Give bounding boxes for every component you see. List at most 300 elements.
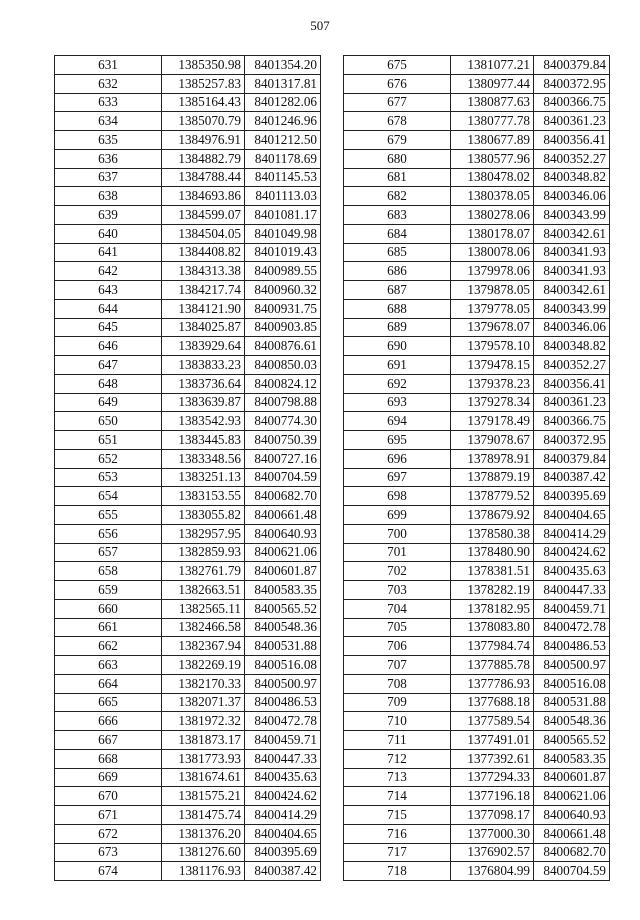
x-coordinate-cell: 1377392.61 [451,749,534,768]
x-coordinate-cell: 1377984.74 [451,637,534,656]
point-number-cell: 632 [55,74,162,93]
point-number-cell: 677 [344,93,451,112]
y-coordinate-cell: 8400704.59 [245,468,321,487]
x-coordinate-cell: 1383929.64 [162,337,245,356]
x-coordinate-cell: 1377098.17 [451,806,534,825]
x-coordinate-cell: 1385350.98 [162,56,245,75]
y-coordinate-cell: 8400356.41 [534,131,610,150]
x-coordinate-cell: 1384408.82 [162,243,245,262]
table-row [344,93,610,112]
table-row [55,674,321,693]
y-coordinate-cell: 8400447.33 [534,581,610,600]
y-coordinate-cell: 8400565.52 [534,731,610,750]
y-coordinate-cell: 8400960.32 [245,281,321,300]
x-coordinate-cell: 1377786.93 [451,674,534,693]
x-coordinate-cell: 1379578.10 [451,337,534,356]
point-number-cell: 634 [55,112,162,131]
table-row [344,431,610,450]
table-row [55,843,321,862]
table-row [55,412,321,431]
point-number-cell: 678 [344,112,451,131]
y-coordinate-cell: 8401113.03 [245,187,321,206]
x-coordinate-cell: 1380478.02 [451,168,534,187]
table-row [55,637,321,656]
table-row [55,318,321,337]
y-coordinate-cell: 8400361.23 [534,112,610,131]
table-row [55,562,321,581]
y-coordinate-cell: 8400601.87 [534,768,610,787]
y-coordinate-cell: 8400352.27 [534,149,610,168]
y-coordinate-cell: 8400459.71 [534,599,610,618]
y-coordinate-cell: 8400346.06 [534,187,610,206]
point-number-cell: 672 [55,824,162,843]
point-number-cell: 692 [344,374,451,393]
x-coordinate-cell: 1379078.67 [451,431,534,450]
x-coordinate-cell: 1384504.05 [162,224,245,243]
table-row [55,56,321,75]
x-coordinate-cell: 1380078.06 [451,243,534,262]
point-number-cell: 652 [55,449,162,468]
x-coordinate-cell: 1378182.95 [451,599,534,618]
y-coordinate-cell: 8400548.36 [245,618,321,637]
table-row [344,281,610,300]
table-row [55,187,321,206]
table-row [55,656,321,675]
point-number-cell: 673 [55,843,162,862]
table-row [344,262,610,281]
x-coordinate-cell: 1381276.60 [162,843,245,862]
point-number-cell: 701 [344,543,451,562]
table-row [344,749,610,768]
table-row [344,506,610,525]
table-row [344,56,610,75]
point-number-cell: 693 [344,393,451,412]
y-coordinate-cell: 8400352.27 [534,356,610,375]
table-row [344,468,610,487]
y-coordinate-cell: 8400342.61 [534,224,610,243]
coordinates-table-right-body [344,56,610,881]
x-coordinate-cell: 1379878.05 [451,281,534,300]
point-number-cell: 646 [55,337,162,356]
y-coordinate-cell: 8400348.82 [534,337,610,356]
x-coordinate-cell: 1383736.64 [162,374,245,393]
y-coordinate-cell: 8400989.55 [245,262,321,281]
y-coordinate-cell: 8401178.69 [245,149,321,168]
point-number-cell: 650 [55,412,162,431]
x-coordinate-cell: 1376902.57 [451,843,534,862]
table-row [344,693,610,712]
x-coordinate-cell: 1381176.93 [162,862,245,881]
x-coordinate-cell: 1381972.32 [162,712,245,731]
x-coordinate-cell: 1382466.58 [162,618,245,637]
y-coordinate-cell: 8400404.65 [534,506,610,525]
table-row [55,206,321,225]
table-row [344,187,610,206]
point-number-cell: 696 [344,449,451,468]
x-coordinate-cell: 1379378.23 [451,374,534,393]
table-row [55,299,321,318]
y-coordinate-cell: 8400682.70 [534,843,610,862]
table-row [344,581,610,600]
point-number-cell: 694 [344,412,451,431]
y-coordinate-cell: 8400661.48 [534,824,610,843]
point-number-cell: 635 [55,131,162,150]
table-row [55,599,321,618]
point-number-cell: 697 [344,468,451,487]
x-coordinate-cell: 1377688.18 [451,693,534,712]
y-coordinate-cell: 8400395.69 [245,843,321,862]
point-number-cell: 666 [55,712,162,731]
x-coordinate-cell: 1379778.05 [451,299,534,318]
y-coordinate-cell: 8401246.96 [245,112,321,131]
x-coordinate-cell: 1378480.90 [451,543,534,562]
y-coordinate-cell: 8400372.95 [534,431,610,450]
y-coordinate-cell: 8400931.75 [245,299,321,318]
table-row [344,806,610,825]
point-number-cell: 687 [344,281,451,300]
x-coordinate-cell: 1380977.44 [451,74,534,93]
x-coordinate-cell: 1382957.95 [162,524,245,543]
table-row [344,843,610,862]
y-coordinate-cell: 8400640.93 [245,524,321,543]
y-coordinate-cell: 8400361.23 [534,393,610,412]
y-coordinate-cell: 8400366.75 [534,93,610,112]
table-row [55,693,321,712]
x-coordinate-cell: 1379978.06 [451,262,534,281]
y-coordinate-cell: 8400356.41 [534,374,610,393]
x-coordinate-cell: 1384121.90 [162,299,245,318]
table-row [55,93,321,112]
x-coordinate-cell: 1378083.80 [451,618,534,637]
x-coordinate-cell: 1385070.79 [162,112,245,131]
table-row [55,768,321,787]
point-number-cell: 715 [344,806,451,825]
point-number-cell: 705 [344,618,451,637]
point-number-cell: 664 [55,674,162,693]
point-number-cell: 704 [344,599,451,618]
y-coordinate-cell: 8400343.99 [534,299,610,318]
x-coordinate-cell: 1384788.44 [162,168,245,187]
table-row [55,581,321,600]
table-row [55,374,321,393]
table-row [344,337,610,356]
x-coordinate-cell: 1382170.33 [162,674,245,693]
y-coordinate-cell: 8400621.06 [245,543,321,562]
point-number-cell: 711 [344,731,451,750]
table-row [55,281,321,300]
x-coordinate-cell: 1384693.86 [162,187,245,206]
y-coordinate-cell: 8400516.08 [245,656,321,675]
y-coordinate-cell: 8400395.69 [534,487,610,506]
point-number-cell: 651 [55,431,162,450]
x-coordinate-cell: 1385257.83 [162,74,245,93]
table-row [344,656,610,675]
point-number-cell: 671 [55,806,162,825]
point-number-cell: 644 [55,299,162,318]
x-coordinate-cell: 1382565.11 [162,599,245,618]
x-coordinate-cell: 1377589.54 [451,712,534,731]
x-coordinate-cell: 1384313.38 [162,262,245,281]
table-row [344,637,610,656]
point-number-cell: 681 [344,168,451,187]
x-coordinate-cell: 1383348.56 [162,449,245,468]
x-coordinate-cell: 1382071.37 [162,693,245,712]
table-row [344,149,610,168]
y-coordinate-cell: 8400774.30 [245,412,321,431]
x-coordinate-cell: 1381773.93 [162,749,245,768]
point-number-cell: 660 [55,599,162,618]
y-coordinate-cell: 8400372.95 [534,74,610,93]
point-number-cell: 657 [55,543,162,562]
point-number-cell: 710 [344,712,451,731]
y-coordinate-cell: 8400486.53 [534,637,610,656]
y-coordinate-cell: 8400414.29 [245,806,321,825]
x-coordinate-cell: 1376804.99 [451,862,534,881]
x-coordinate-cell: 1377294.33 [451,768,534,787]
table-row [55,618,321,637]
y-coordinate-cell: 8400583.35 [245,581,321,600]
x-coordinate-cell: 1384599.07 [162,206,245,225]
y-coordinate-cell: 8400366.75 [534,412,610,431]
y-coordinate-cell: 8400459.71 [245,731,321,750]
x-coordinate-cell: 1385164.43 [162,93,245,112]
y-coordinate-cell: 8401145.53 [245,168,321,187]
y-coordinate-cell: 8400379.84 [534,449,610,468]
table-row [55,168,321,187]
x-coordinate-cell: 1380178.07 [451,224,534,243]
point-number-cell: 691 [344,356,451,375]
table-row [344,524,610,543]
x-coordinate-cell: 1384882.79 [162,149,245,168]
table-row [344,393,610,412]
point-number-cell: 675 [344,56,451,75]
point-number-cell: 642 [55,262,162,281]
y-coordinate-cell: 8400348.82 [534,168,610,187]
table-row [344,618,610,637]
y-coordinate-cell: 8400435.63 [245,768,321,787]
point-number-cell: 636 [55,149,162,168]
y-coordinate-cell: 8400531.88 [245,637,321,656]
y-coordinate-cell: 8400704.59 [534,862,610,881]
table-row [344,862,610,881]
point-number-cell: 633 [55,93,162,112]
point-number-cell: 668 [55,749,162,768]
table-row [55,449,321,468]
table-row [344,412,610,431]
point-number-cell: 708 [344,674,451,693]
point-number-cell: 679 [344,131,451,150]
x-coordinate-cell: 1384217.74 [162,281,245,300]
point-number-cell: 641 [55,243,162,262]
x-coordinate-cell: 1382269.19 [162,656,245,675]
table-row [55,787,321,806]
x-coordinate-cell: 1380777.78 [451,112,534,131]
y-coordinate-cell: 8400903.85 [245,318,321,337]
y-coordinate-cell: 8400531.88 [534,693,610,712]
x-coordinate-cell: 1378580.38 [451,524,534,543]
point-number-cell: 643 [55,281,162,300]
y-coordinate-cell: 8400486.53 [245,693,321,712]
y-coordinate-cell: 8401317.81 [245,74,321,93]
y-coordinate-cell: 8400500.97 [534,656,610,675]
point-number-cell: 709 [344,693,451,712]
point-number-cell: 716 [344,824,451,843]
y-coordinate-cell: 8400343.99 [534,206,610,225]
y-coordinate-cell: 8401354.20 [245,56,321,75]
table-row [55,243,321,262]
y-coordinate-cell: 8400447.33 [245,749,321,768]
x-coordinate-cell: 1380677.89 [451,131,534,150]
y-coordinate-cell: 8400601.87 [245,562,321,581]
x-coordinate-cell: 1383153.55 [162,487,245,506]
table-row [344,318,610,337]
point-number-cell: 676 [344,74,451,93]
table-row [55,543,321,562]
table-row [55,712,321,731]
point-number-cell: 647 [55,356,162,375]
y-coordinate-cell: 8400548.36 [534,712,610,731]
point-number-cell: 707 [344,656,451,675]
x-coordinate-cell: 1383833.23 [162,356,245,375]
x-coordinate-cell: 1378282.19 [451,581,534,600]
x-coordinate-cell: 1381674.61 [162,768,245,787]
y-coordinate-cell: 8400472.78 [534,618,610,637]
y-coordinate-cell: 8400424.62 [534,543,610,562]
point-number-cell: 656 [55,524,162,543]
x-coordinate-cell: 1378381.51 [451,562,534,581]
x-coordinate-cell: 1378779.52 [451,487,534,506]
x-coordinate-cell: 1379278.34 [451,393,534,412]
x-coordinate-cell: 1383542.93 [162,412,245,431]
table-row [55,749,321,768]
point-number-cell: 702 [344,562,451,581]
point-number-cell: 714 [344,787,451,806]
y-coordinate-cell: 8400472.78 [245,712,321,731]
point-number-cell: 631 [55,56,162,75]
table-row [55,112,321,131]
y-coordinate-cell: 8400404.65 [245,824,321,843]
point-number-cell: 659 [55,581,162,600]
x-coordinate-cell: 1382663.51 [162,581,245,600]
point-number-cell: 690 [344,337,451,356]
x-coordinate-cell: 1380577.96 [451,149,534,168]
table-row [55,74,321,93]
table-row [344,112,610,131]
y-coordinate-cell: 8400342.61 [534,281,610,300]
x-coordinate-cell: 1379478.15 [451,356,534,375]
y-coordinate-cell: 8400516.08 [534,674,610,693]
x-coordinate-cell: 1377885.78 [451,656,534,675]
x-coordinate-cell: 1381475.74 [162,806,245,825]
table-row [344,74,610,93]
y-coordinate-cell: 8400824.12 [245,374,321,393]
y-coordinate-cell: 8400583.35 [534,749,610,768]
table-row [55,487,321,506]
table-row [344,599,610,618]
point-number-cell: 655 [55,506,162,525]
y-coordinate-cell: 8400341.93 [534,243,610,262]
table-row [344,374,610,393]
x-coordinate-cell: 1378978.91 [451,449,534,468]
point-number-cell: 638 [55,187,162,206]
table-row [55,862,321,881]
point-number-cell: 654 [55,487,162,506]
x-coordinate-cell: 1384025.87 [162,318,245,337]
y-coordinate-cell: 8400682.70 [245,487,321,506]
x-coordinate-cell: 1377196.18 [451,787,534,806]
point-number-cell: 689 [344,318,451,337]
y-coordinate-cell: 8400435.63 [534,562,610,581]
y-coordinate-cell: 8400876.61 [245,337,321,356]
table-row [344,674,610,693]
point-number-cell: 683 [344,206,451,225]
point-number-cell: 663 [55,656,162,675]
point-number-cell: 706 [344,637,451,656]
x-coordinate-cell: 1381376.20 [162,824,245,843]
point-number-cell: 674 [55,862,162,881]
y-coordinate-cell: 8400500.97 [245,674,321,693]
point-number-cell: 658 [55,562,162,581]
point-number-cell: 648 [55,374,162,393]
point-number-cell: 670 [55,787,162,806]
x-coordinate-cell: 1378879.19 [451,468,534,487]
table-row [344,787,610,806]
point-number-cell: 717 [344,843,451,862]
table-row [344,449,610,468]
coordinates-table-left-body [55,56,321,881]
table-row [55,731,321,750]
y-coordinate-cell: 8400341.93 [534,262,610,281]
x-coordinate-cell: 1381575.21 [162,787,245,806]
point-number-cell: 649 [55,393,162,412]
x-coordinate-cell: 1378679.92 [451,506,534,525]
point-number-cell: 639 [55,206,162,225]
table-row [55,393,321,412]
x-coordinate-cell: 1377000.30 [451,824,534,843]
x-coordinate-cell: 1382367.94 [162,637,245,656]
y-coordinate-cell: 8400621.06 [534,787,610,806]
table-row [55,506,321,525]
x-coordinate-cell: 1384976.91 [162,131,245,150]
y-coordinate-cell: 8400387.42 [245,862,321,881]
table-row [55,337,321,356]
x-coordinate-cell: 1383055.82 [162,506,245,525]
x-coordinate-cell: 1382761.79 [162,562,245,581]
x-coordinate-cell: 1383639.87 [162,393,245,412]
y-coordinate-cell: 8400640.93 [534,806,610,825]
point-number-cell: 669 [55,768,162,787]
table-row [344,356,610,375]
x-coordinate-cell: 1377491.01 [451,731,534,750]
table-row [344,243,610,262]
point-number-cell: 695 [344,431,451,450]
y-coordinate-cell: 8400414.29 [534,524,610,543]
y-coordinate-cell: 8400727.16 [245,449,321,468]
y-coordinate-cell: 8400346.06 [534,318,610,337]
x-coordinate-cell: 1381077.21 [451,56,534,75]
y-coordinate-cell: 8400798.88 [245,393,321,412]
x-coordinate-cell: 1382859.93 [162,543,245,562]
table-row [55,149,321,168]
table-row [344,131,610,150]
table-row [55,824,321,843]
point-number-cell: 718 [344,862,451,881]
point-number-cell: 640 [55,224,162,243]
point-number-cell: 685 [344,243,451,262]
point-number-cell: 653 [55,468,162,487]
point-number-cell: 662 [55,637,162,656]
point-number-cell: 667 [55,731,162,750]
